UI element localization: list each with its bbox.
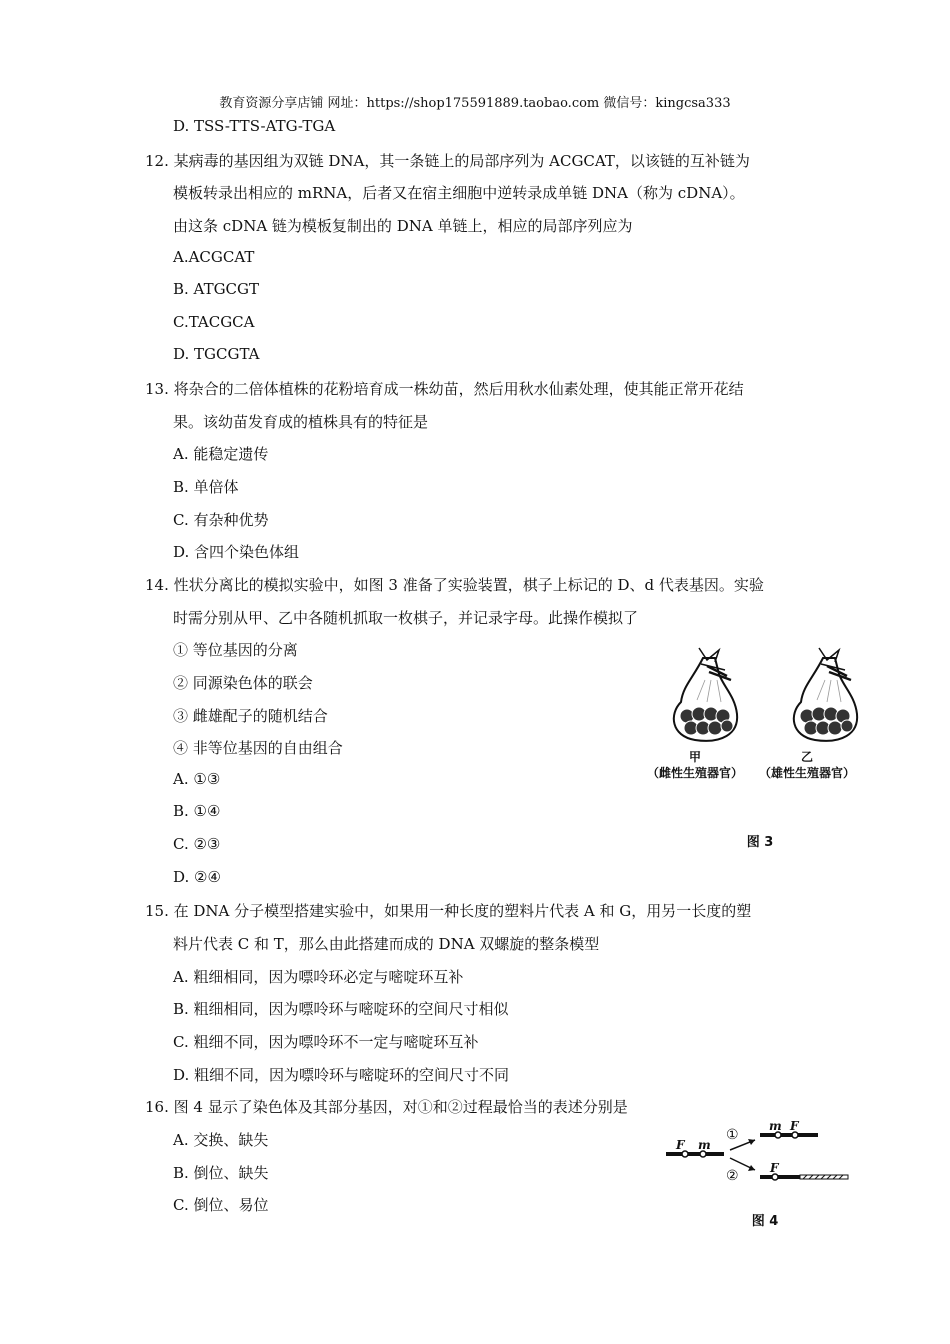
q12-option-b: B. ATGCGT: [173, 280, 260, 298]
step-2-label: ②: [726, 1168, 739, 1184]
q11-option-d: D. TSS-TTS-ATG-TGA: [173, 117, 336, 135]
figure-4-chromosomes: [660, 1118, 860, 1193]
bag-yi-icon: [794, 648, 857, 741]
q15-stem-line-2: 料片代表 C 和 T，那么由此搭建而成的 DNA 双螺旋的整条模型: [173, 935, 600, 953]
bag-jia-label: 甲: [688, 750, 701, 764]
q13-option-b: B. 单倍体: [173, 478, 239, 496]
q15-option-c: C. 粗细不同，因为嘌呤环不一定与嘧啶环互补: [173, 1033, 479, 1051]
q14-item-4: ④ 非等位基因的自由组合: [173, 739, 343, 757]
gene-label-m: m: [698, 1138, 711, 1152]
q16-stem: 16. 图 4 显示了染色体及其部分基因，对①和②过程最恰当的表述分别是: [145, 1098, 628, 1116]
q15-stem-line-1: 15. 在 DNA 分子模型搭建实验中，如果用一种长度的塑料片代表 A 和 G，用另一长度的塑: [145, 902, 752, 920]
chromosome-after-2: [760, 1175, 800, 1179]
q14-stem-line-2: 时需分别从甲、乙中各随机抓取一枚棋子，并记录字母。此操作模拟了: [173, 609, 639, 627]
q16-option-b: B. 倒位、缺失: [173, 1164, 269, 1182]
bag-yi-desc: （雄性生殖器官）: [758, 766, 855, 780]
page-header: 教育资源分享店铺 网址：https://shop175591889.taobao.com 微信号：kingcsa333: [219, 96, 731, 111]
figure-3-bags: [635, 640, 865, 750]
q14-option-b: B. ①④: [173, 802, 221, 820]
q14-stem-line-1: 14. 性状分离比的模拟实验中，如图 3 准备了实验装置，棋子上标记的 D、d 代表基因。实验: [145, 576, 764, 594]
figure-3-caption: 图 3: [746, 835, 774, 850]
figure-4: [660, 1118, 860, 1230]
q12-stem-line-1: 12. 某病毒的基因组为双链 DNA，其一条链上的局部序列为 ACGCAT，以该链的互补链为: [145, 152, 750, 170]
after-1-label-F: F: [790, 1119, 799, 1133]
q13-option-c: C. 有杂种优势: [173, 511, 269, 529]
q12-stem-line-3: 由这条 cDNA 链为模板复制出的 DNA 单链上，相应的局部序列应为: [173, 217, 633, 235]
after-1-label-m: m: [769, 1119, 782, 1133]
q13-option-a: A. 能稳定遗传: [173, 445, 269, 463]
chromosome-after-1: [760, 1133, 818, 1137]
q14-item-2: ② 同源染色体的联会: [173, 674, 313, 692]
gene-label-F: F: [676, 1138, 685, 1152]
q14-option-d: D. ②④: [173, 868, 221, 886]
bag-yi-label: 乙: [800, 750, 813, 764]
q12-option-c: C.TACGCA: [173, 313, 255, 331]
q14-item-1: ① 等位基因的分离: [173, 641, 298, 659]
q12-option-d: D. TGCGTA: [173, 345, 260, 363]
figure-3: [635, 640, 865, 855]
q16-option-c: C. 倒位、易位: [173, 1196, 269, 1214]
q14-item-3: ③ 雌雄配子的随机结合: [173, 707, 328, 725]
q16-option-a: A. 交换、缺失: [173, 1131, 269, 1149]
bag-jia-desc: （雌性生殖器官）: [646, 766, 743, 780]
original-chromosome: [666, 1152, 724, 1156]
q15-option-d: D. 粗细不同，因为嘌呤环与嘧啶环的空间尺寸不同: [173, 1066, 510, 1084]
q13-stem-line-2: 果。该幼苗发育成的植株具有的特征是: [173, 413, 429, 431]
figure-4-caption: 图 4: [751, 1214, 779, 1229]
q13-stem-line-1: 13. 将杂合的二倍体植株的花粉培育成一株幼苗，然后用秋水仙素处理，使其能正常开花结: [145, 380, 744, 398]
q14-option-a: A. ①③: [173, 770, 221, 788]
q14-option-c: C. ②③: [173, 835, 221, 853]
after-2-label-F: F: [770, 1161, 779, 1175]
q15-option-b: B. 粗细相同，因为嘌呤环与嘧啶环的空间尺寸相似: [173, 1000, 509, 1018]
bag-jia-icon: [674, 648, 737, 741]
q15-option-a: A. 粗细相同，因为嘌呤环必定与嘧啶环互补: [173, 968, 464, 986]
q12-stem-line-2: 模板转录出相应的 mRNA，后者又在宿主细胞中逆转录成单链 DNA（称为 cDNA）。: [173, 184, 745, 202]
step-1-label: ①: [726, 1127, 739, 1143]
q12-option-a: A.ACGCAT: [173, 248, 255, 266]
q13-option-d: D. 含四个染色体组: [173, 543, 300, 561]
